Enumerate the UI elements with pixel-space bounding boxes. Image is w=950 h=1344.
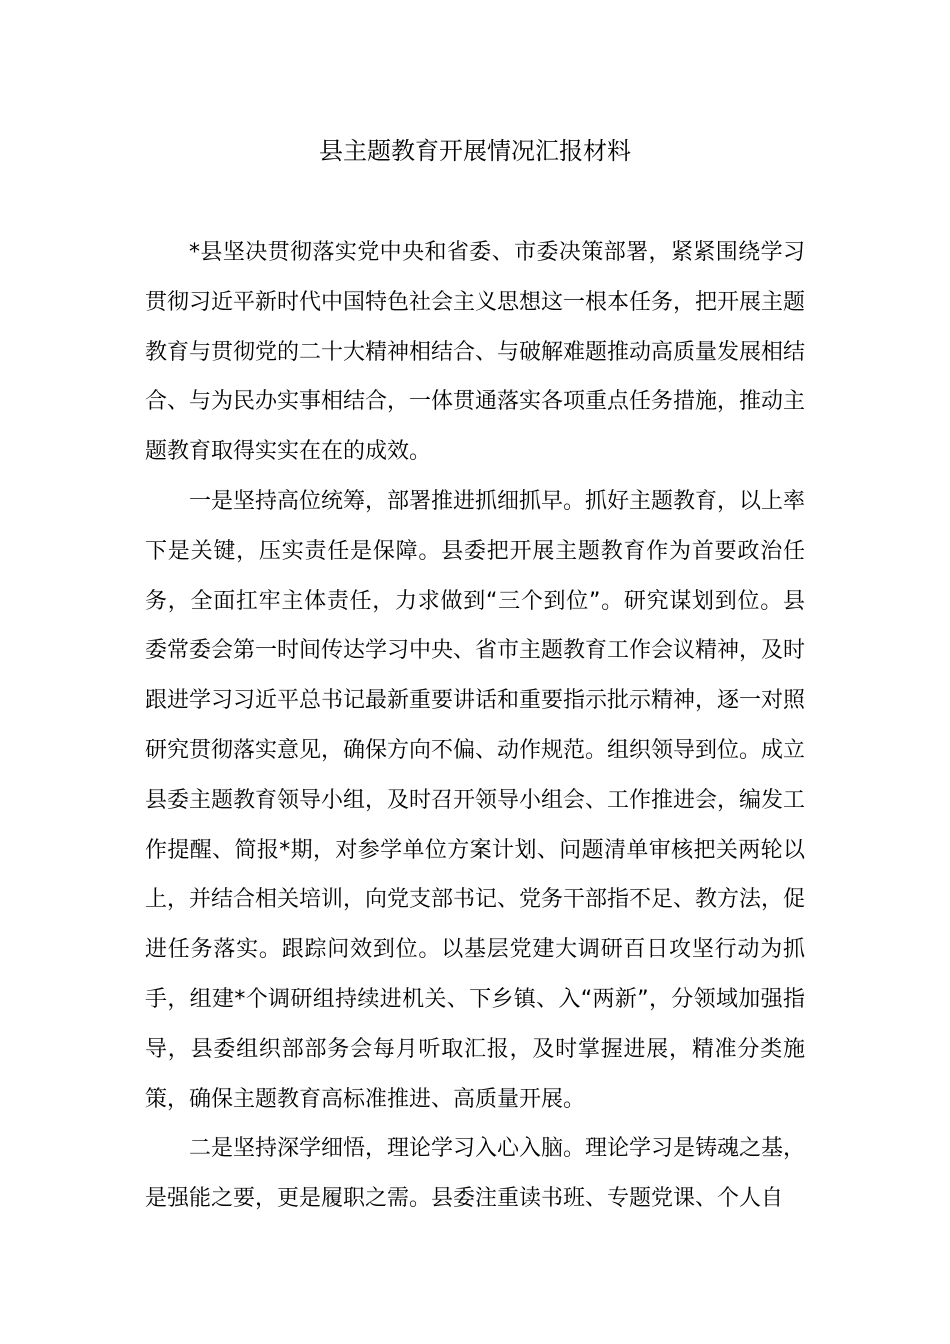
paragraph-point-two: 二是坚持深学细悟，理论学习入心入脑。理论学习是铸魂之基，是强能之要，更是履职之需。县委注重读书班、专题党课、个人自	[145, 1136, 806, 1212]
paragraph-intro: *县坚决贯彻落实党中央和省委、市委决策部署，紧紧围绕学习贯彻习近平新时代中国特色社会主义思想这一根本任务，把开展主题教育与贯彻党的二十大精神相结合、与破解难题推动高质量发展相结合、与为民办实事相结合，一体贯通落实各项重点任务措施，推动主题教育取得实实在在的成效。	[145, 240, 806, 465]
document-body	[145, 228, 805, 1224]
paragraph-point-one: 一是坚持高位统筹，部署推进抓细抓早。抓好主题教育，以上率下是关键，压实责任是保障。县委把开展主题教育作为首要政治任务，全面扛牢主体责任，力求做到“三个到位”。研究谋划到位。县委常委会第一时间传达学习中央、省市主题教育工作会议精神，及时跟进学习习近平总书记最新重要讲话和重要指示批示精神，逐一对照研究贯彻落实意见，确保方向不偏、动作规范。组织领导到位。成立县委主题教育领导小组，及时召开领导小组会、工作推进会，编发工作提醒、简报*期，对参学单位方案计划、问题清单审核把关两轮以上，并结合相关培训，向党支部书记、党务干部指不足、教方法，促进任务落实。跟踪问效到位。以基层党建大调研百日攻坚行动为抓手，组建*个调研组持续进机关、下乡镇、入“两新”，分领域加强指导，县委组织部部务会每月听取汇报，及时掌握进展，精准分类施策，确保主题教育高标准推进、高质量开展。	[145, 488, 806, 1112]
document-title: 县主题教育开展情况汇报材料	[319, 137, 631, 165]
